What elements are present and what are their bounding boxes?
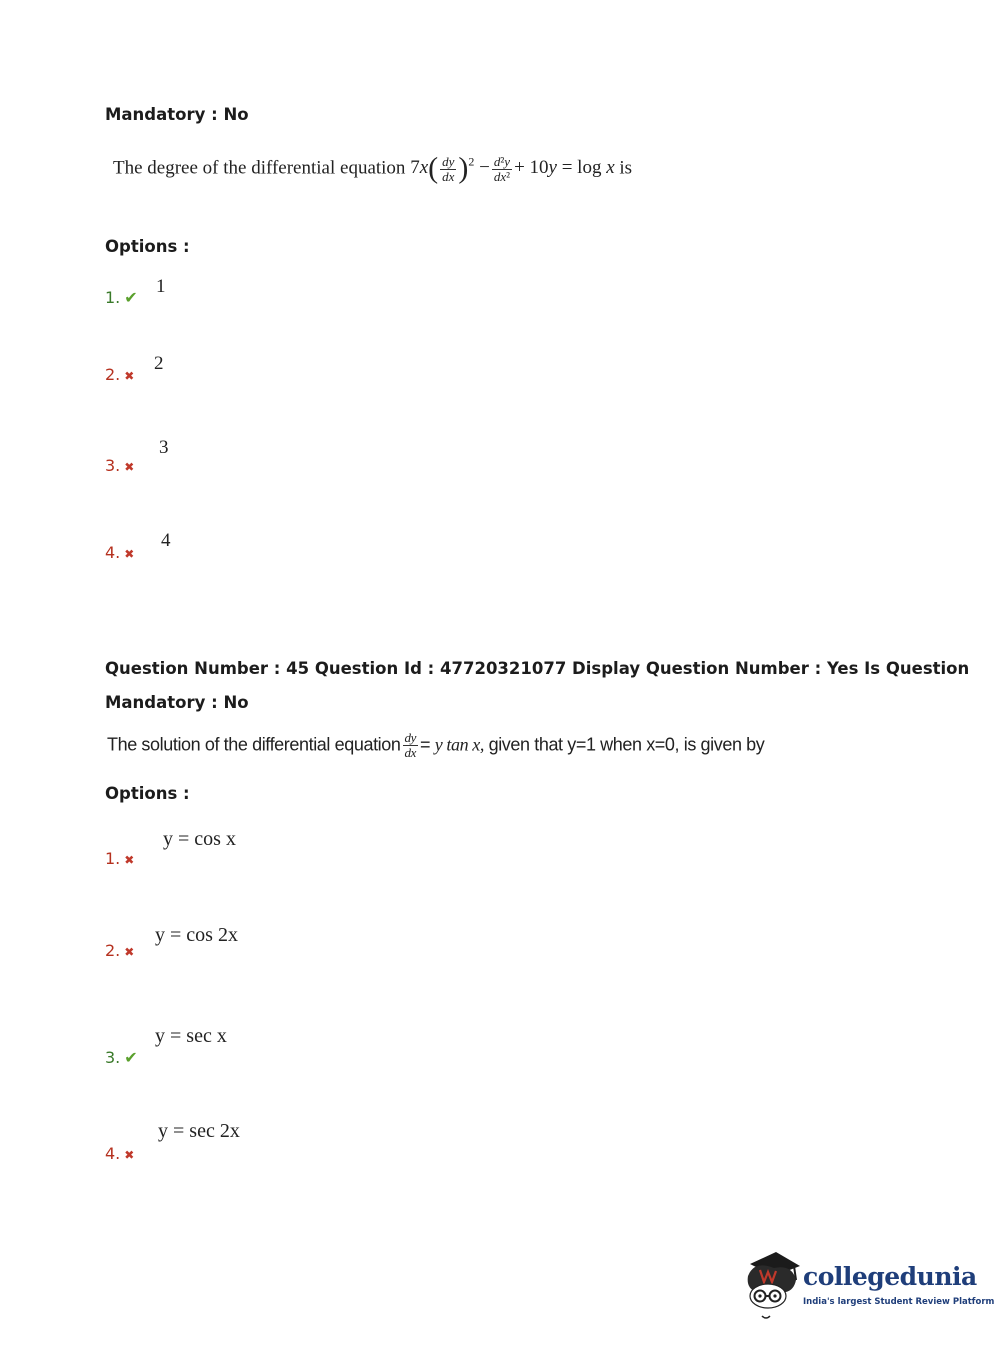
option-number: 3.	[105, 1048, 121, 1067]
q44-option-3-value: 3	[159, 437, 169, 458]
mandatory-label-q45: Mandatory : No	[105, 693, 249, 712]
question-suffix: is	[619, 157, 633, 179]
option-number: 3.	[105, 456, 121, 475]
option-number: 4.	[105, 1144, 121, 1163]
cross-icon: ✖	[124, 945, 135, 959]
options-label-q44: Options :	[105, 237, 190, 256]
question-text-q45: The solution of the differential equation $\frac{dy}{dx}$ = y tan x, given that y=1 when x=0, is given by	[107, 730, 765, 760]
mandatory-label-q44: Mandatory : No	[105, 105, 249, 124]
q44-option-1[interactable]	[105, 288, 138, 307]
q45-option-2[interactable]	[105, 941, 134, 960]
option-number: 1.	[105, 849, 121, 868]
equation: 7x( $\frac{dy}{dx}$ )$^2$ − $\frac{\text{d²y}}{\text{dx²}}$ + 10y = log x	[410, 152, 615, 185]
question-suffix: given that y=1 when x=0, is given by	[488, 734, 765, 755]
cross-icon: ✖	[124, 547, 135, 561]
q44-option-4-value: 4	[161, 530, 171, 551]
q45-option-3[interactable]	[105, 1048, 138, 1067]
question-prefix: The degree of the differential equation	[113, 157, 406, 179]
q44-option-2[interactable]	[105, 365, 134, 384]
q44-option-2-value: 2	[154, 353, 164, 374]
q45-option-2-value: y = cos 2x	[155, 924, 238, 946]
q45-option-4[interactable]	[105, 1144, 134, 1163]
question-prefix: The solution of the differential equation	[107, 734, 401, 755]
q45-option-4-value: y = sec 2x	[158, 1120, 240, 1142]
options-label-q45: Options :	[105, 784, 190, 803]
cross-icon: ✖	[124, 1148, 135, 1162]
q44-option-1-value: 1	[156, 276, 166, 297]
cross-icon: ✖	[124, 460, 135, 474]
q45-option-1-value: y = cos x	[163, 828, 236, 850]
cross-icon: ✖	[124, 369, 135, 383]
logo-wordmark: collegedunia	[803, 1262, 977, 1291]
check-icon: ✔	[124, 288, 138, 307]
option-number: 2.	[105, 365, 121, 384]
q44-option-3[interactable]	[105, 456, 134, 475]
option-number: 1.	[105, 288, 121, 307]
option-number: 2.	[105, 941, 121, 960]
logo-tagline: India's largest Student Review Platform	[803, 1297, 995, 1307]
q45-option-1[interactable]	[105, 849, 134, 868]
q45-option-3-value: y = sec x	[155, 1025, 227, 1047]
question-text-q44	[113, 152, 632, 186]
option-number: 4.	[105, 543, 121, 562]
cross-icon: ✖	[124, 853, 135, 867]
check-icon: ✔	[124, 1048, 138, 1067]
q44-option-4[interactable]	[105, 543, 134, 562]
question-header-q45: Question Number : 45 Question Id : 47720321077 Display Question Number : Yes Is Question	[105, 659, 970, 678]
